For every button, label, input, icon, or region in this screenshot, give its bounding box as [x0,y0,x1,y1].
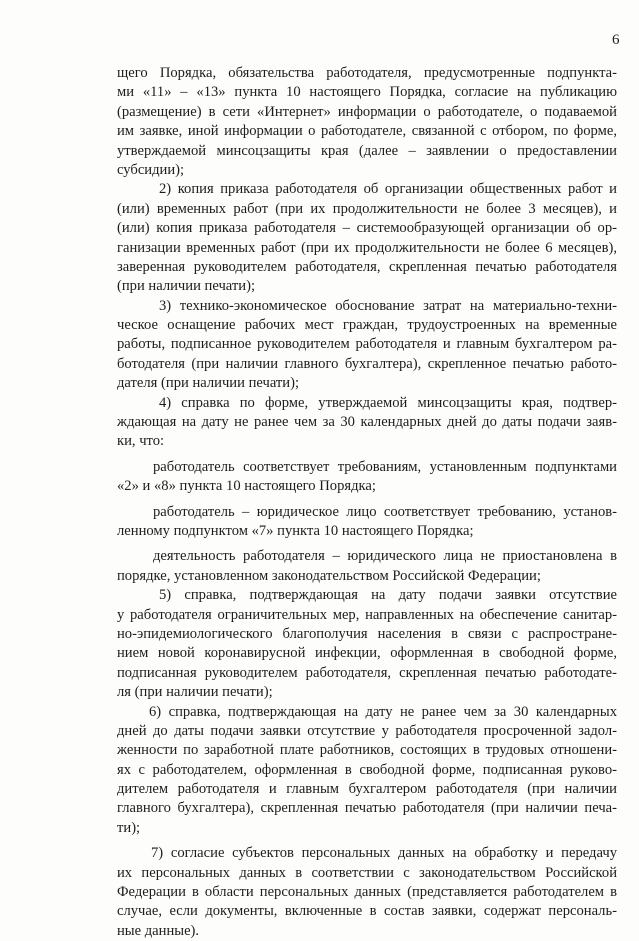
text-line: подписанная руководителем работодателя, скрепленная печатью работодате- [117,664,617,681]
text-line: дателя (при наличии печати); [117,375,300,392]
text-line: дней до даты подачи заявки отсутствие у работодателя просроченной задол- [117,722,617,739]
text-line: (или) копия приказа работодателя – системообразующей организации об ор- [117,220,617,237]
text-line: ганизации временных работ (при их продолжительности не более 6 месяцев), [117,239,617,256]
text-line: щего Порядка, обязательства работодателя, предусмотренные подпункта- [117,65,617,81]
text-line: ля (при наличии печати); [117,684,273,701]
item-4-line: 4) справка по форме, утверждаемой минсоцзащиты края, подтвер- [159,394,617,411]
item-2-line: 2) копия приказа работодателя об организации общественных работ и [159,181,617,198]
text-line: у работодателя ограничительных мер, направленных на обеспечение санитар- [117,606,617,623]
text-line: (при наличии печати); [117,278,256,295]
text-line: но-эпидемиологического благополучия населения в связи с распростране- [117,625,617,642]
text-line: ленному подпунктом «7» пункта 10 настоящего Порядка; [117,522,474,539]
item-7-line: 7) согласие субъектов персональных данных на обработку и передачу [151,845,617,862]
text-line: ные данные). [117,922,200,939]
text-line: случае, если документы, включенные в состав заявки, содержат персональ- [117,903,617,920]
text-line: Федерации в области персональных данных (представляется работодателем в [117,884,617,901]
sub-item-line: деятельность работодателя – юридического лица не приостановлена в [153,548,617,565]
text-line: ми «11» – «13» пункта 10 настоящего Порядка, согласие на публикацию [117,84,617,101]
text-line: ти); [117,819,141,836]
sub-item-line: работодатель соответствует требованиям, установленным подпунктами [153,458,617,475]
text-line: их персональных данных в соответствии с законодательством Российской [117,864,617,881]
item-5-line: 5) справка, подтверждающая на дату подачи заявки отсутствие [159,587,617,604]
text-line: женности по заработной плате работников, состоящих в трудовых отношени- [117,742,617,759]
text-line: нием новой коронавирусной инфекции, оформленная в свободной форме, [117,645,617,662]
text-line: субсидии); [117,161,185,178]
text-line: утверждаемой минсоцзащиты края (далее – заявлении о предоставлении [117,142,617,159]
sub-item-line: работодатель – юридическое лицо соответствует требованию, установ- [153,503,617,520]
text-line: ки, что: [117,433,165,450]
document-body [117,64,617,941]
item-6-line: 6) справка, подтверждающая на дату не ранее чем за 30 календарных [149,703,617,720]
text-line: ях с работодателем, оформленная в свободной форме, подписанная руково- [117,761,617,778]
text-line: (или) временных работ (при их продолжительности не более 3 месяцев), и [117,200,617,217]
text-line: дителем работодателя и главным бухгалтером работодателя (при наличии [117,781,617,798]
text-line: порядке, установленном законодательством Российской Федерации; [117,567,541,584]
text-line: ждающая на дату не ранее чем за 30 календарных дней до даты подачи заяв- [117,414,617,431]
text-line: ческое оснащение рабочих мест граждан, трудоустроенных на временные [117,317,617,334]
text-line: «2» и «8» пункта 10 настоящего Порядка; [117,478,376,495]
text-line: заверенная руководителем работодателя, скрепленная печатью работодателя [117,258,617,275]
page-number: 6 [612,32,620,48]
text-line: работы, подписанное руководителем работодателя и главным бухгалтером ра- [117,336,617,353]
text-line: им заявке, иной информации о работодателе, связанной с отбором, по форме, [117,123,617,140]
text-line: ботодателя (при наличии главного бухгалтера), скрепленное печатью работо- [117,355,617,372]
item-3-line: 3) технико-экономическое обоснование затрат на материально-техни- [159,297,617,314]
text-line: главного бухгалтера), скрепленная печатью работодателя (при наличии печа- [117,800,617,817]
text-line: (размещение) в сети «Интернет» информации о работодателе, о подаваемой [117,103,617,120]
